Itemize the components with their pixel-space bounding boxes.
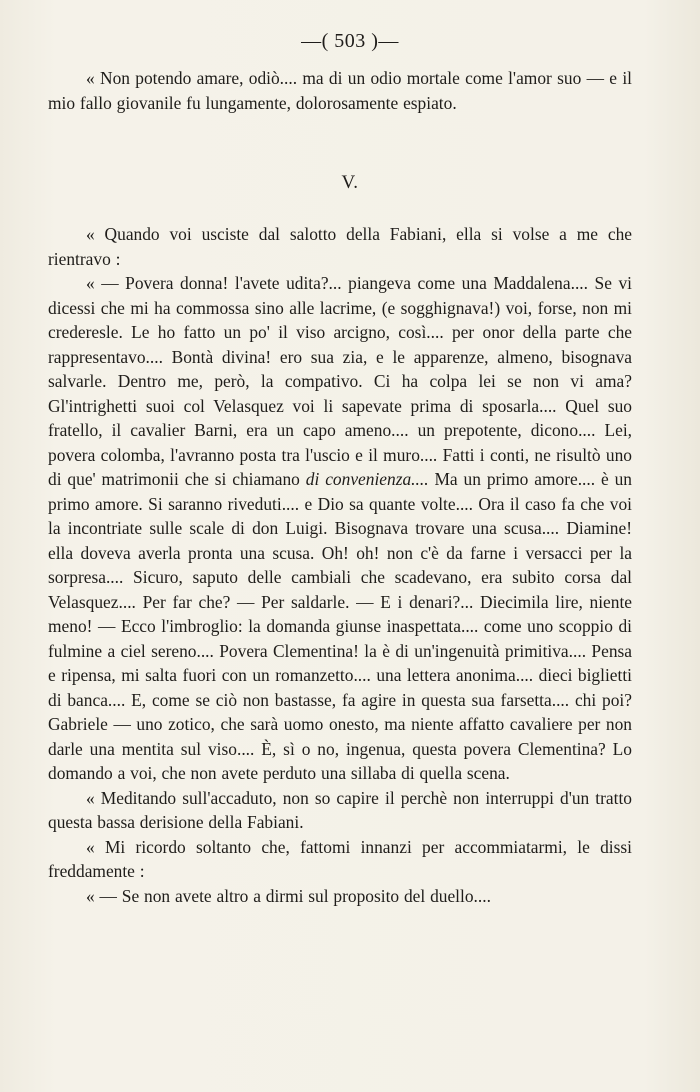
paragraph-2-text: « — Povera donna! l'avete udita?... piangeva come una Maddalena.... Se vi dicessi che mi ha commossa sino alle lacrime, (e sogghignava!) voi, forse, non mi crederesle. Le ho fatto un po' il viso arcigno, così.... per onor della parte che rappresentavo.... Bontà divina! ero sua zia, e le apparenze, almeno, bisognava salvarle. Dentro me, però, la compativo. Ci ha colpa lei se non vi ama? Gl'intrighetti suoi col Velasquez voi li sapevate prima di sposarla.... Quel suo fratello, il cavalier Barni, era un capo ameno.... un prepotente, dicono.... Lei, povera colomba, l'avranno posta tra l'uscio e il muro.... Fatti i conti, ne risultò uno di que' matrimonii che si chiamano — [48, 273, 632, 489]
paragraph-5: « — Se non avete altro a dirmi sul proposito del duello.... — [86, 885, 491, 906]
section-heading: V. — [341, 172, 359, 193]
main-text — [48, 222, 632, 908]
paragraph-text: « Non potendo amare, odiò.... ma di un odio mortale come l'amor suo — e il mio fallo giovanile fu lungamente, dolorosamente espiato. — [48, 68, 632, 113]
paragraph-2-continued: Ma un primo amore.... è un primo amore. Si saranno riveduti.... e Dio sa quante volte.... Ora il caso fa che voi la incontriate sulle scale di don Luigi. Bisognava trovare una scusa.... Diamine! ella doveva averla pronta una scusa. Oh! oh! non c'è da farne i versacci per la sorpresa.... Sicuro, saputo delle cambiali che scadevano, era subito corsa dal Velasquez.... Per far che? — Per saldarle. — E i denari?... Diecimila lire, niente meno! — Ecco l'imbroglio: la domanda giunse inaspettata.... come uno scoppio di fulmine a ciel sereno.... Povera Clementina! la è di un'ingenuità primitiva.... Pensa e ripensa, mi salta fuori con un romanzetto.... una lettera anonima.... dieci biglietti di banca.... E, come se ciò non bastasse, fa agire in questa sua farsetta.... chi poi? Gabriele — uno zotico, che sarà uomo onesto, ma niente affatto cavaliere per non darle una mentita sul viso.... È, sì o no, ingenua, questa povera Clementina? Lo domando a voi, che non avete perduto una sillaba di quella scena. — [48, 469, 632, 783]
paragraph-1: « Quando voi usciste dal salotto della Fabiani, ella si volse a me che rientravo : — [48, 224, 632, 269]
page-number: —( 503 )— — [301, 30, 399, 52]
opening-paragraph — [48, 66, 632, 115]
italic-phrase: di convenienza.... — [305, 469, 429, 489]
paragraph-2 — [48, 271, 632, 786]
paragraph-3: « Meditando sull'accaduto, non so capire il perchè non interruppi d'un tratto questa bassa derisione della Fabiani. — [48, 787, 632, 832]
paragraph-4: « Mi ricordo soltanto che, fattomi innanzi per accommiatarmi, le dissi freddamente : — [48, 836, 632, 881]
